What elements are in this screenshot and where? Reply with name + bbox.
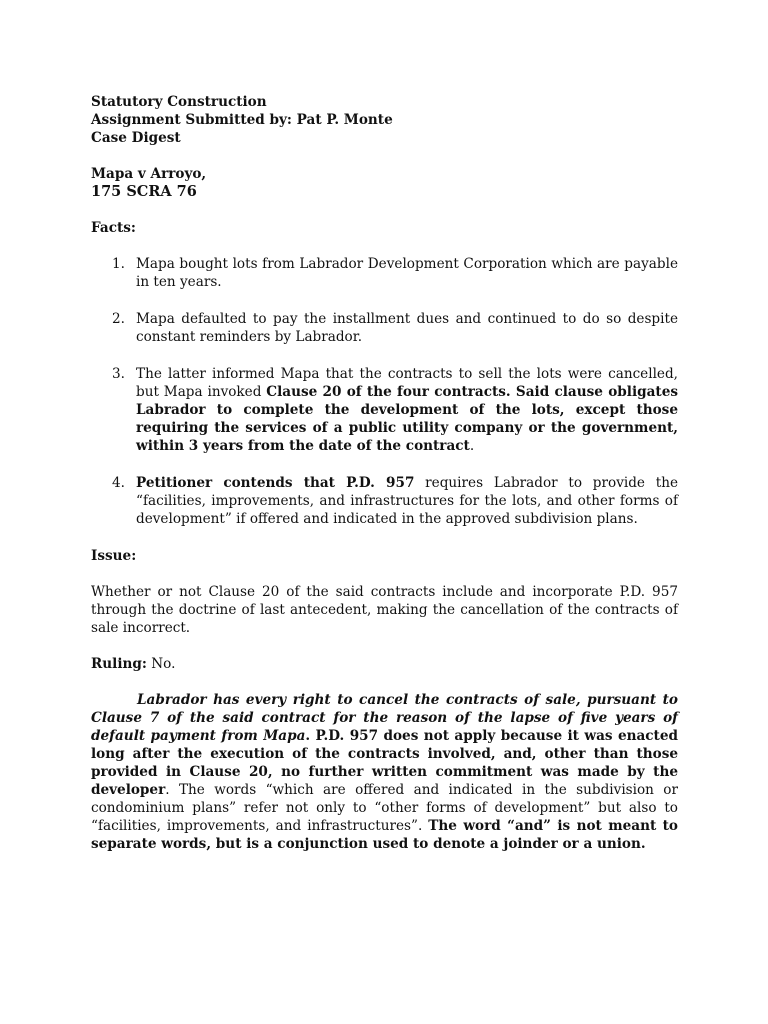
fact-number: 1. [112,256,125,272]
ruling-answer: No. [146,656,176,672]
ruling-text-bold: . P.D. 957 does not apply because it was enacted long after the execution of the contracts involved, and, other than those provided in Clause 20, no further written commitment was made by the developer [91,728,678,798]
case-title: Mapa v Arroyo, [91,166,207,182]
fact-text-bold: Clause 20 of the four contracts. Said clause obligates Labrador to complete the development of the lots, except those requiring the services of a public utility company or the government, within 3 years from the date of the contract [136,384,678,454]
fact-text-normal: The latter informed Mapa that the contracts to sell the lots were cancelled, but Mapa invoked [136,366,678,400]
ruling-heading: Ruling: [91,656,147,672]
issue-heading: Issue: [91,548,137,564]
fact-item-3 [91,365,678,455]
ruling-text-normal: . The words “which are offered and indicated in the subdivision or condominium plans” refer not only to “other forms of development” but also to “facilities, improvements, and infrastructures”. [91,782,678,834]
fact-text: Mapa defaulted to pay the installment dues and continued to do so despite constant reminders by Labrador. [136,311,678,345]
fact-text-normal: requires Labrador to provide the “facilities, improvements, and infrastructures for the lots, and other forms of development” if offered and indicated in the approved subdivision plans. [136,475,678,527]
fact-number: 3. [112,366,125,382]
ruling-text-bold-italic: Labrador has every right to cancel the contracts of sale, pursuant to Clause 7 of the said contract for the reason of the lapse of five years of default payment from Mapa [91,692,678,744]
document-page [91,93,678,853]
fact-number: 2. [112,311,125,327]
facts-heading: Facts: [91,220,136,236]
ruling-line [91,655,678,673]
ruling-paragraph [91,691,678,853]
fact-item-1 [91,255,678,291]
ruling-text-bold-conclusion: The word “and” is not meant to separate words, but is a conjunction used to denote a joinder or a union. [91,818,678,852]
issue-text: Whether or not Clause 20 of the said contracts include and incorporate P.D. 957 through the doctrine of last antecedent, making the cancellation of the contracts of sale incorrect. [91,584,678,636]
fact-text-bold: Petitioner contends that P.D. 957 [136,475,415,491]
fact-number: 4. [112,475,125,491]
submitted-by: Assignment Submitted by: Pat P. Monte [91,112,393,128]
course-title: Statutory Construction [91,94,267,110]
facts-list [91,255,678,528]
fact-text: Mapa bought lots from Labrador Development Corporation which are payable in ten years. [136,256,678,290]
case-citation: 175 SCRA 76 [91,183,197,200]
fact-text-end: . [469,438,475,454]
fact-item-4 [91,474,678,528]
document-type: Case Digest [91,130,181,146]
fact-item-2 [91,310,678,346]
